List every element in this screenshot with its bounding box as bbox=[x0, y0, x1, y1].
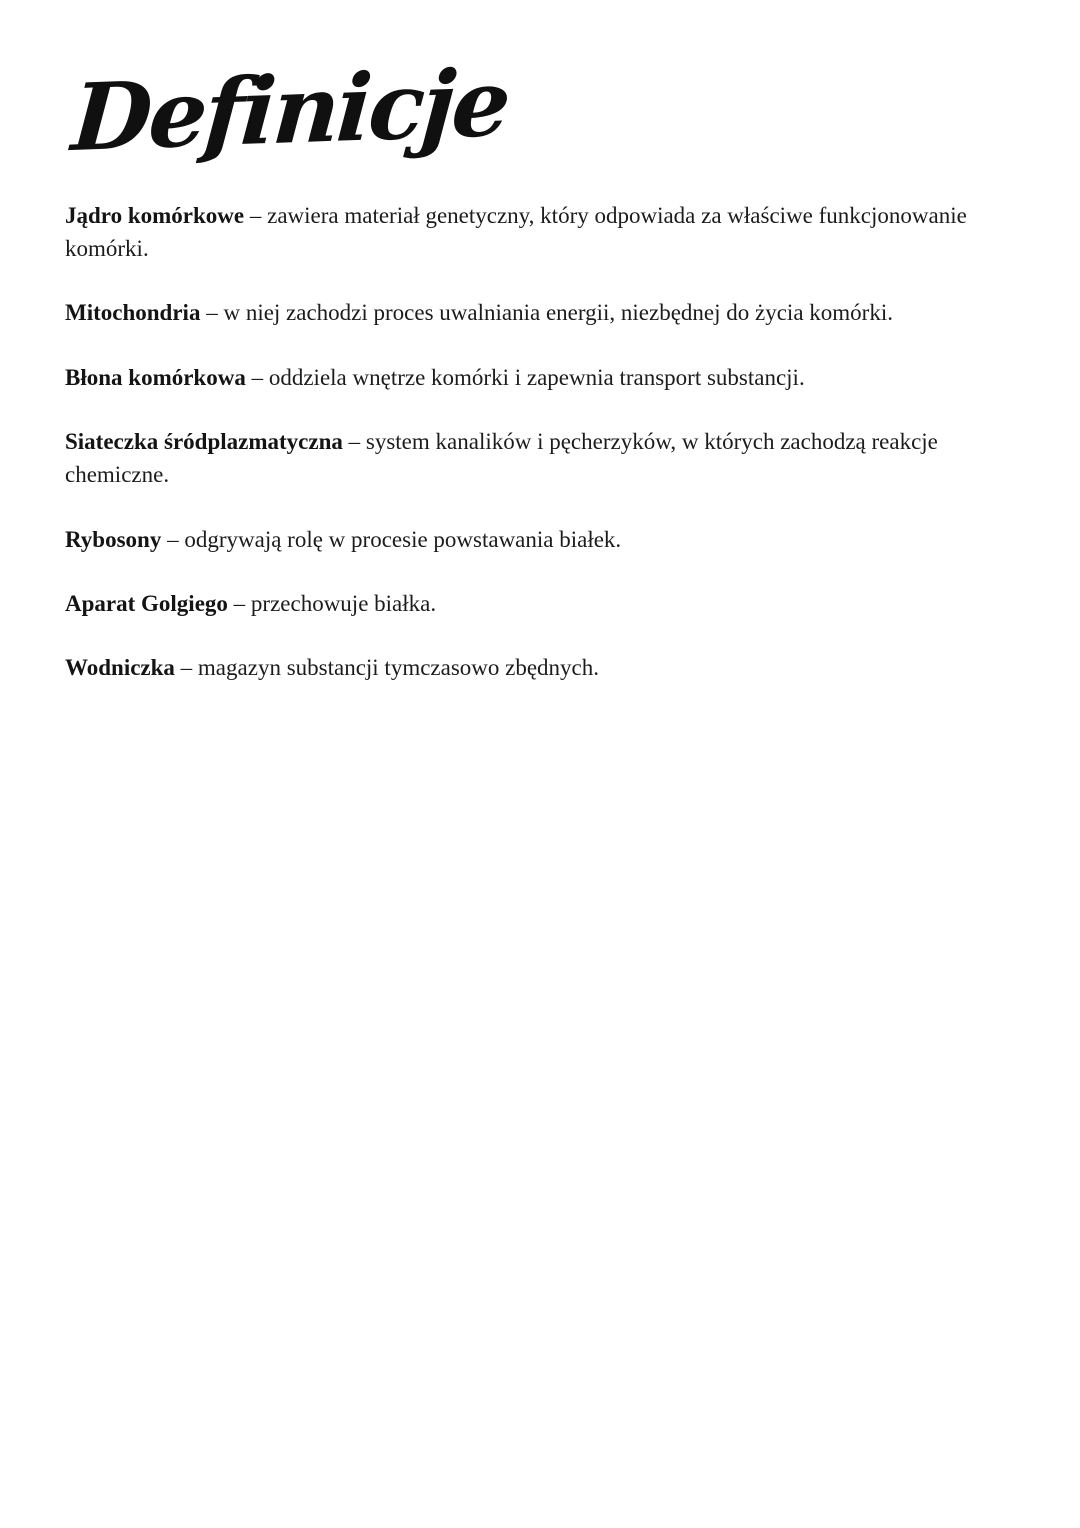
definition-item bbox=[65, 199, 1012, 266]
definition-term: Rybosony bbox=[65, 526, 162, 552]
page-title: Definicje bbox=[68, 48, 512, 173]
definition-text: – w niej zachodzi proces uwalniania energii, niezbędnej do życia komórki. bbox=[200, 300, 893, 326]
definition-term: Aparat Golgiego bbox=[65, 591, 228, 616]
definition-term: Mitochondria bbox=[65, 300, 201, 326]
definition-item bbox=[65, 587, 1012, 620]
definition-term: Jądro komórkowe bbox=[65, 202, 245, 228]
definition-text: – przechowuje białka. bbox=[227, 591, 437, 616]
definitions-list bbox=[65, 199, 1012, 685]
definition-item bbox=[65, 651, 1012, 684]
definition-text: – oddziela wnętrze komórki i zapewnia transport substancji. bbox=[245, 364, 805, 390]
definition-text: – odgrywają rolę w procesie powstawania białek. bbox=[161, 526, 622, 552]
definition-term: Wodniczka bbox=[65, 655, 175, 681]
definition-term: Błona komórkowa bbox=[65, 364, 246, 390]
definition-text: – zawiera materiał genetyczny, który odpowiada za właściwe funkcjonowanie komórki. bbox=[65, 202, 967, 261]
definition-item bbox=[65, 296, 1012, 329]
definition-item bbox=[65, 425, 1012, 492]
definition-item bbox=[65, 523, 1012, 556]
definition-text: – system kanalików i pęcherzyków, w których zachodzą reakcje chemiczne. bbox=[65, 428, 938, 488]
definition-text: – magazyn substancji tymczasowo zbędnych. bbox=[174, 655, 600, 681]
definition-term: Siateczka śródplazmatyczna bbox=[65, 428, 343, 454]
definition-item bbox=[65, 361, 1012, 394]
